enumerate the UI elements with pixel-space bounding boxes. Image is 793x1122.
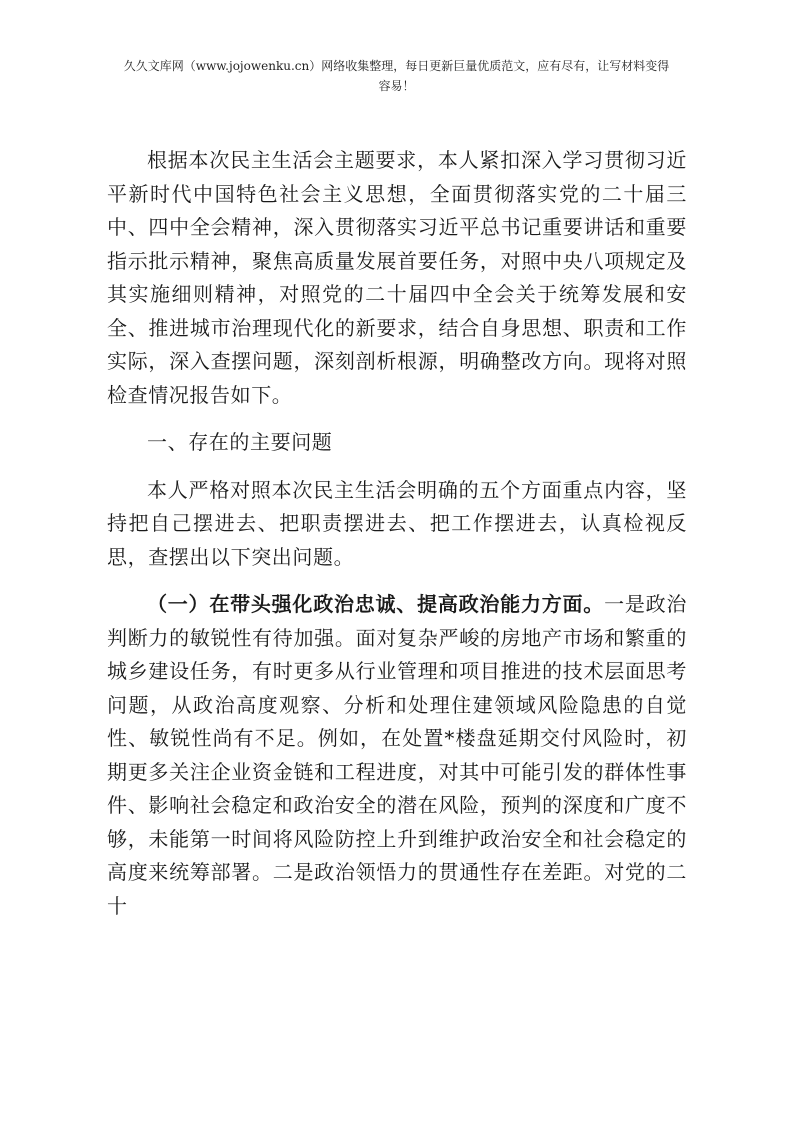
subsection-1-text: 一是政治判断力的敏锐性有待加强。面对复杂严峻的房地产市场和繁重的城乡建设任务，有时更多从行业管理和项目推进的技术层面思考问题，从政治高度观察、分析和处理住建领域风险隐患的自觉性、敏锐性尚有不足。例如，在处置*楼盘延期交付风险时，初期更多关注企业资金链和工程进度，对其中可能引发的群体性事件、影响社会稳定和政治安全的潜在风险，预判的深度和广度不够，未能第一时间将风险防控上升到维护政治安全和社会稳定的高度来统筹部署。二是政治领悟力的贯通性存在差距。对党的二十 (107, 592, 688, 918)
section-1-paragraph: 本人严格对照本次民主生活会明确的五个方面重点内容，坚持把自己摆进去、把职责摆进去、把工作摆进去，认真检视反思，查摆出以下突出问题。 (107, 477, 687, 569)
header-line-2: 容易！ (378, 79, 415, 93)
subsection-1-paragraph (107, 588, 687, 923)
section-1-heading: 一、存在的主要问题 (147, 430, 333, 454)
header-line-1: 久久文库网（www.jojowenku.cn）网络收集整理，每日更新巨量优质范文，应有尽有，让写材料变得 (123, 59, 670, 73)
paragraph-gap (107, 574, 687, 588)
intro-paragraph: 根据本次民主生活会主题要求，本人紧扣深入学习贯彻习近平新时代中国特色社会主义思想，全面贯彻落实党的二十届三中、四中全会精神，深入贯彻落实习近平总书记重要讲话和重要指示批示精神，聚焦高质量发展首要任务，对照中央八项规定及其实施细则精神，对照党的二十届四中全会关于统筹发展和安全、推进城市治理现代化的新要求，结合自身思想、职责和工作实际，深入查摆问题，深刻剖析根源，明确整改方向。现将对照检查情况报告如下。 (107, 148, 687, 407)
document-body (107, 144, 687, 923)
subsection-1-heading: （一）在带头强化政治忠诚、提高政治能力方面。 (147, 592, 605, 616)
page-header (90, 56, 703, 96)
